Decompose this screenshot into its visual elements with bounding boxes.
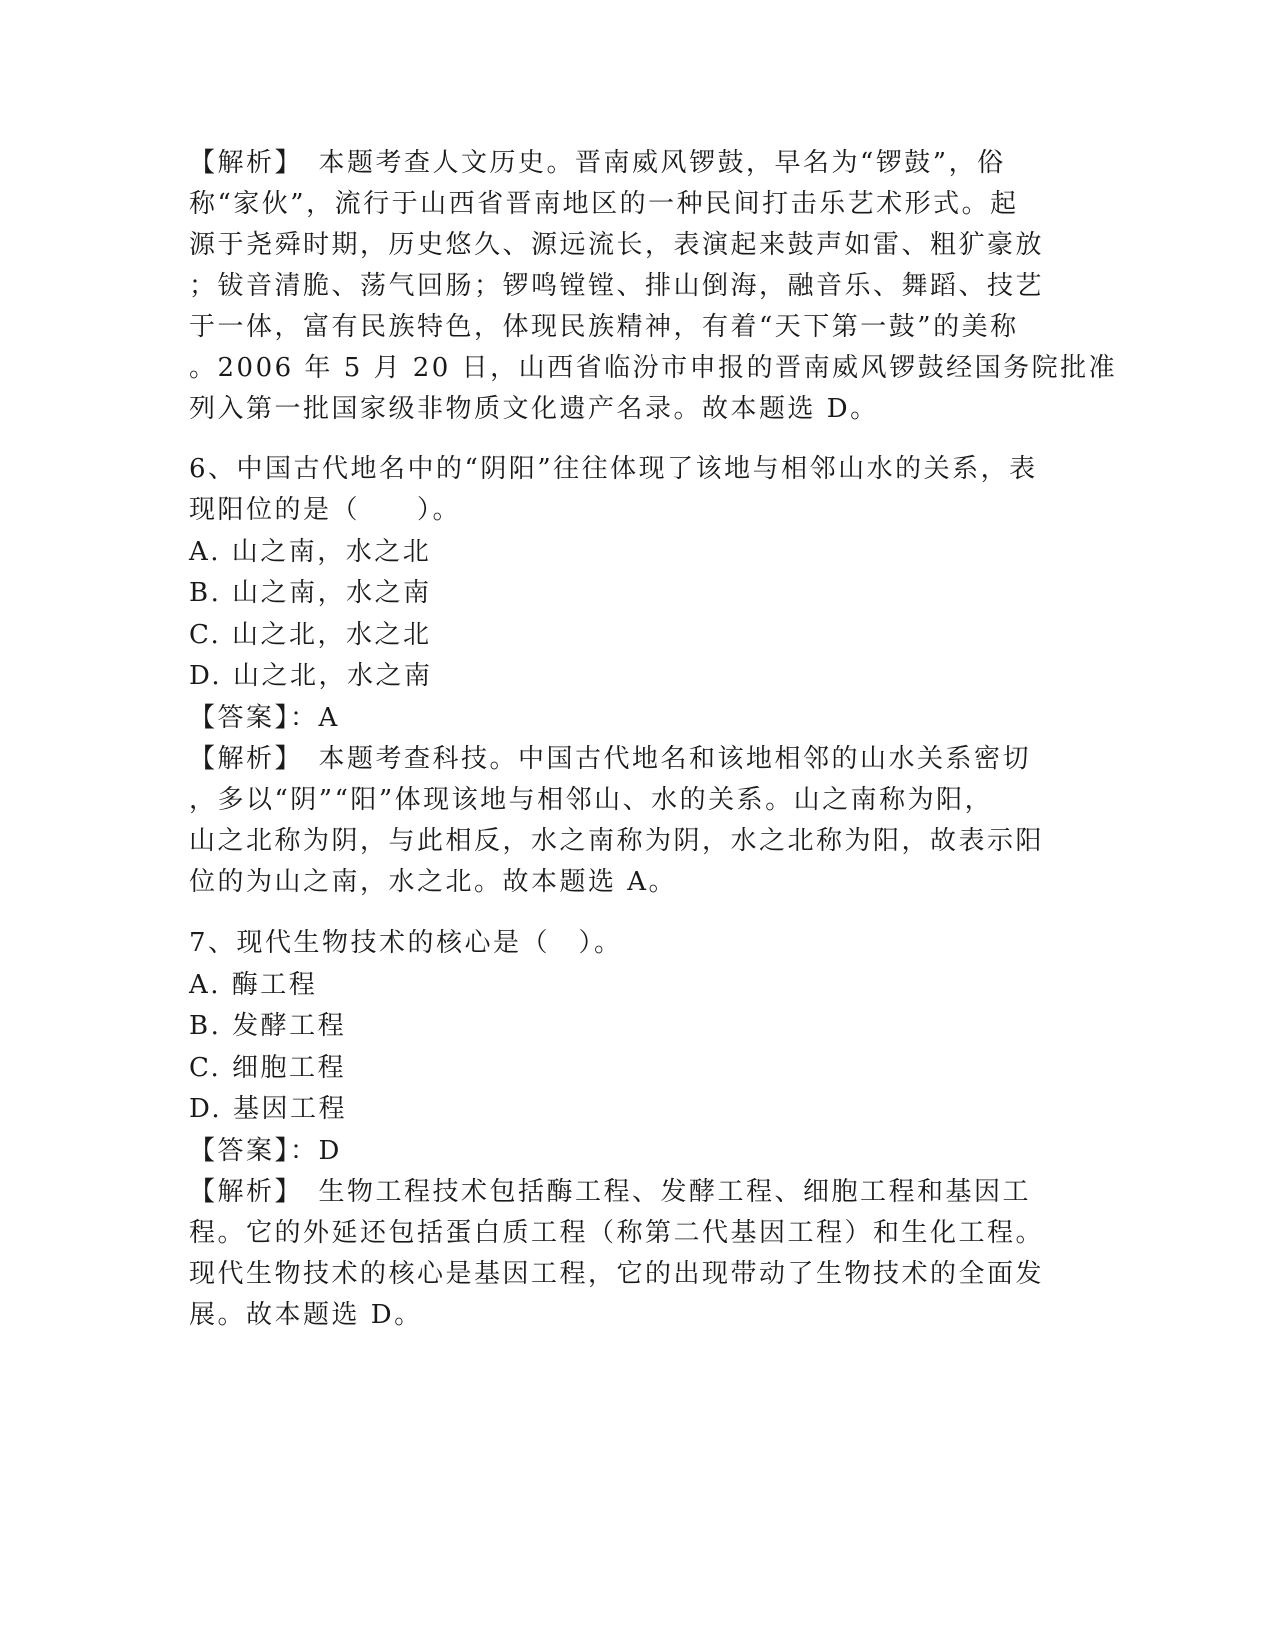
analysis-line: 列入第一批国家级非物质文化遗产名录。故本题选 D。 <box>189 394 879 424</box>
option-a: A. 酶工程 <box>189 970 318 1000</box>
analysis-line: 山之北称为阴，与此相反，水之南称为阴，水之北称为阳，故表示阳 <box>189 826 1045 856</box>
option-a: A. 山之南，水之北 <box>189 537 432 567</box>
analysis-line: ；钹音清脆、荡气回肠；锣鸣镗镗、排山倒海，融音乐、舞蹈、技艺 <box>189 271 1045 301</box>
option-b: B. 山之南，水之南 <box>189 578 432 608</box>
option-c: C. 山之北，水之北 <box>189 620 432 650</box>
answer: 【答案】：D <box>189 1136 342 1166</box>
analysis-line: 【解析】 生物工程技术包括酶工程、发酵工程、细胞工程和基因工 <box>189 1177 1032 1207</box>
option-b: B. 发酵工程 <box>189 1011 347 1041</box>
analysis-line: 【解析】 本题考查人文历史。晋南威风锣鼓，早名为“锣鼓”，俗 <box>189 148 1006 178</box>
analysis-line: 程。它的外延还包括蛋白质工程（称第二代基因工程）和生化工程。 <box>189 1218 1045 1248</box>
analysis-line: 【解析】 本题考查科技。中国古代地名和该地相邻的山水关系密切 <box>189 744 1032 774</box>
question-stem: 现阳位的是（ ）。 <box>189 495 462 525</box>
analysis-line: 于一体，富有民族特色，体现民族精神，有着“天下第一鼓”的美称 <box>189 312 1019 342</box>
question-stem: 7、现代生物技术的核心是（ ）。 <box>189 928 623 958</box>
analysis-line: 展。故本题选 D。 <box>189 1300 423 1330</box>
analysis-line: 。2006 年 5 月 20 日，山西省临汾市申报的晋南威风锣鼓经国务院批准 <box>189 353 1118 383</box>
analysis-line: 现代生物技术的核心是基因工程，它的出现带动了生物技术的全面发 <box>189 1259 1045 1289</box>
option-d: D. 基因工程 <box>189 1094 347 1124</box>
question-stem: 6、中国古代地名中的“阴阳”往往体现了该地与相邻山水的关系，表 <box>189 454 1038 484</box>
answer: 【答案】：A <box>189 703 340 733</box>
option-d: D. 山之北，水之南 <box>189 661 433 691</box>
option-c: C. 细胞工程 <box>189 1053 346 1083</box>
analysis-line: 称“家伙”，流行于山西省晋南地区的一种民间打击乐艺术形式。起 <box>189 189 1019 219</box>
analysis-line: ，多以“阴”“阳”体现该地与相邻山、水的关系。山之南称为阳， <box>189 785 994 815</box>
analysis-line: 位的为山之南，水之北。故本题选 A。 <box>189 867 678 897</box>
analysis-line: 源于尧舜时期，历史悠久、源远流长，表演起来鼓声如雷、粗犷豪放 <box>189 230 1045 260</box>
